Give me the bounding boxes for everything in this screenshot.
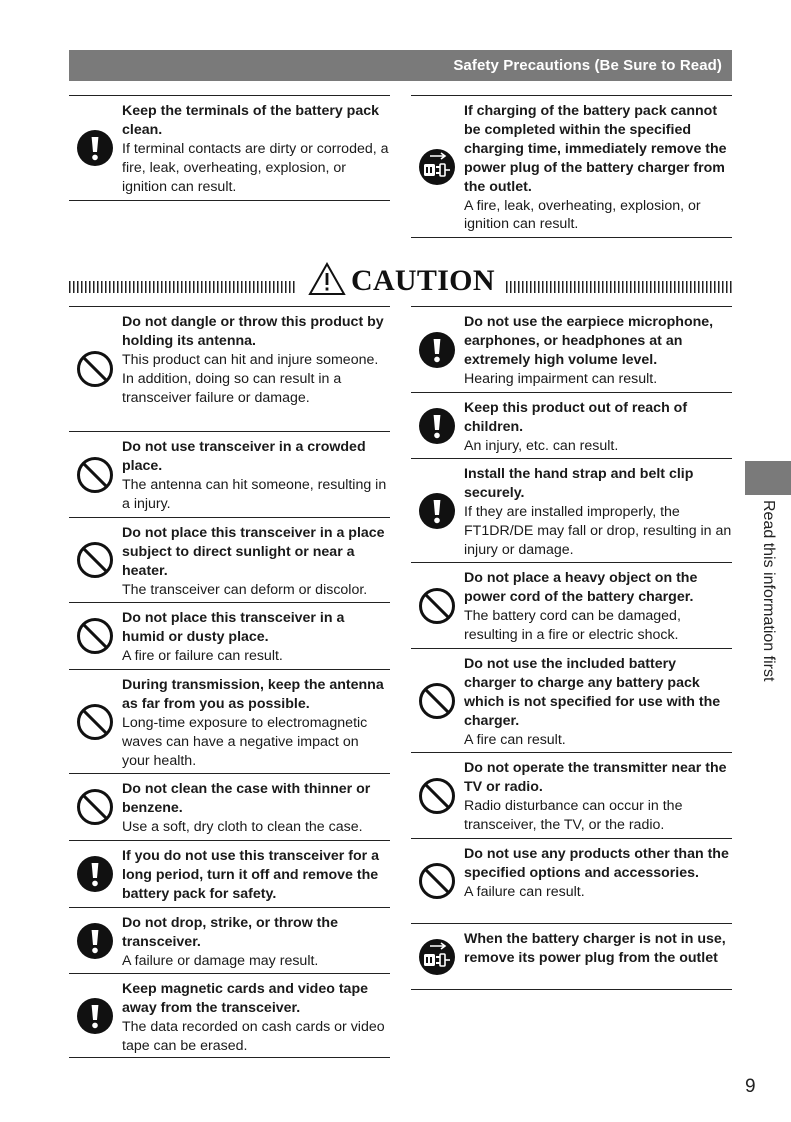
precaution-body: The transceiver can deform or discolor. — [122, 581, 368, 598]
precaution-item — [69, 669, 390, 773]
precaution-title: Do not operate the transmitter near the TV or radio. — [464, 760, 727, 795]
precaution-title: Do not place a heavy object on the power cord of the battery charger. — [464, 570, 698, 605]
precaution-item — [411, 458, 732, 562]
precaution-body: The antenna can hit someone, resulting in a injury. — [122, 476, 387, 512]
precaution-item — [69, 840, 390, 907]
side-tab-marker — [745, 461, 791, 495]
precaution-body: An injury, etc. can result. — [464, 437, 619, 454]
precaution-title: During transmission, keep the antenna as far from you as possible. — [122, 677, 384, 712]
mandatory-icon — [76, 855, 114, 893]
caution-right-column — [411, 306, 732, 990]
precaution-item — [411, 752, 732, 838]
precaution-item — [69, 306, 390, 431]
precaution-body: Hearing impairment can result. — [464, 370, 658, 387]
precaution-title: Keep the terminals of the battery pack clean. — [122, 103, 380, 138]
side-tab-text: Read this information first — [760, 500, 777, 682]
caution-banner — [69, 262, 732, 302]
unplug-icon — [418, 148, 456, 186]
precaution-item — [411, 95, 732, 238]
precaution-body: A failure can result. — [464, 883, 585, 900]
precaution-item — [411, 648, 732, 752]
page-number: 9 — [745, 1076, 756, 1097]
precaution-title: Do not clean the case with thinner or benzene. — [122, 781, 371, 816]
precaution-item — [69, 907, 390, 973]
precaution-body: A failure or damage may result. — [122, 952, 319, 969]
precaution-body: If they are installed improperly, the FT1DR/DE may fall or drop, resulting in an injury or damage. — [464, 503, 732, 558]
caution-label: CAUTION — [351, 264, 495, 297]
precaution-item — [411, 392, 732, 458]
precaution-body: Long-time exposure to electromagnetic waves can have a negative impact on your health. — [122, 714, 368, 769]
precaution-title: Keep magnetic cards and video tape away from the transceiver. — [122, 981, 368, 1016]
prohibition-icon — [418, 777, 456, 815]
prohibition-icon — [418, 587, 456, 625]
side-tab-label — [759, 500, 777, 681]
precaution-title: Install the hand strap and belt clip securely. — [464, 466, 694, 501]
mandatory-icon — [76, 922, 114, 960]
hatch-rule-right — [506, 281, 732, 293]
precaution-title: Do not use the earpiece microphone, earphones, or headphones at an extremely high volume level. — [464, 314, 714, 368]
caution-left-column — [69, 306, 390, 1058]
mandatory-icon — [418, 407, 456, 445]
precaution-title: Do not dangle or throw this product by holding its antenna. — [122, 314, 384, 349]
precaution-title: Do not drop, strike, or throw the transceiver. — [122, 915, 338, 950]
precaution-title: Do not use the included battery charger to charge any battery pack which is not specified for use with the charger. — [464, 656, 721, 729]
top-right-column — [411, 95, 732, 238]
precaution-body: A fire can result. — [464, 731, 566, 748]
mandatory-icon — [418, 492, 456, 530]
unplug-icon — [418, 938, 456, 976]
mandatory-icon — [76, 997, 114, 1035]
precaution-body: The data recorded on cash cards or video tape can be erased. — [122, 1018, 385, 1054]
prohibition-icon — [418, 862, 456, 900]
precaution-title: If you do not use this transceiver for a long period, turn it off and remove the battery pack for safety. — [122, 848, 380, 902]
prohibition-icon — [76, 541, 114, 579]
precaution-item — [411, 306, 732, 392]
mandatory-icon — [418, 331, 456, 369]
precaution-item — [411, 838, 732, 923]
prohibition-icon — [76, 703, 114, 741]
precaution-body: A fire, leak, overheating, explosion, or ignition can result. — [464, 197, 701, 233]
precaution-item — [69, 431, 390, 517]
precaution-item — [69, 773, 390, 840]
prohibition-icon — [418, 682, 456, 720]
precaution-body: A fire or failure can result. — [122, 647, 283, 664]
precaution-item — [411, 923, 732, 990]
precaution-item — [69, 973, 390, 1058]
precaution-item — [69, 602, 390, 669]
precaution-title: Do not use transceiver in a crowded place. — [122, 439, 366, 474]
precaution-body: Use a soft, dry cloth to clean the case. — [122, 818, 363, 835]
section-header — [69, 50, 732, 81]
precaution-item — [411, 562, 732, 648]
precaution-title: Do not place this transceiver in a humid or dusty place. — [122, 610, 345, 645]
precaution-body: Radio disturbance can occur in the transceiver, the TV, or the radio. — [464, 797, 683, 833]
precaution-item — [69, 95, 390, 201]
precaution-body: The battery cord can be damaged, resulting in a fire or electric shock. — [464, 607, 681, 643]
precaution-title: If charging of the battery pack cannot be completed within the specified charging time, immediately remove the power plug of the battery charger from the outlet. — [464, 103, 727, 195]
precaution-title: Do not place this transceiver in a place subject to direct sunlight or near a heater. — [122, 525, 385, 579]
warning-triangle-icon — [308, 262, 346, 296]
precaution-body: This product can hit and injure someone. In addition, doing so can result in a transceiver failure or damage. — [122, 351, 379, 406]
precaution-body: If terminal contacts are dirty or corroded, a fire, leak, overheating, explosion, or ignition can result. — [122, 140, 389, 195]
precaution-title: When the battery charger is not in use, remove its power plug from the outlet — [464, 931, 726, 966]
prohibition-icon — [76, 617, 114, 655]
top-left-column — [69, 95, 390, 201]
precaution-title: Do not use any products other than the specified options and accessories. — [464, 846, 729, 881]
mandatory-icon — [76, 129, 114, 167]
precaution-item — [69, 517, 390, 602]
precaution-title: Keep this product out of reach of children. — [464, 400, 688, 435]
section-header-title: Safety Precautions (Be Sure to Read) — [453, 57, 722, 74]
prohibition-icon — [76, 350, 114, 388]
hatch-rule-left — [69, 281, 297, 293]
prohibition-icon — [76, 456, 114, 494]
prohibition-icon — [76, 788, 114, 826]
